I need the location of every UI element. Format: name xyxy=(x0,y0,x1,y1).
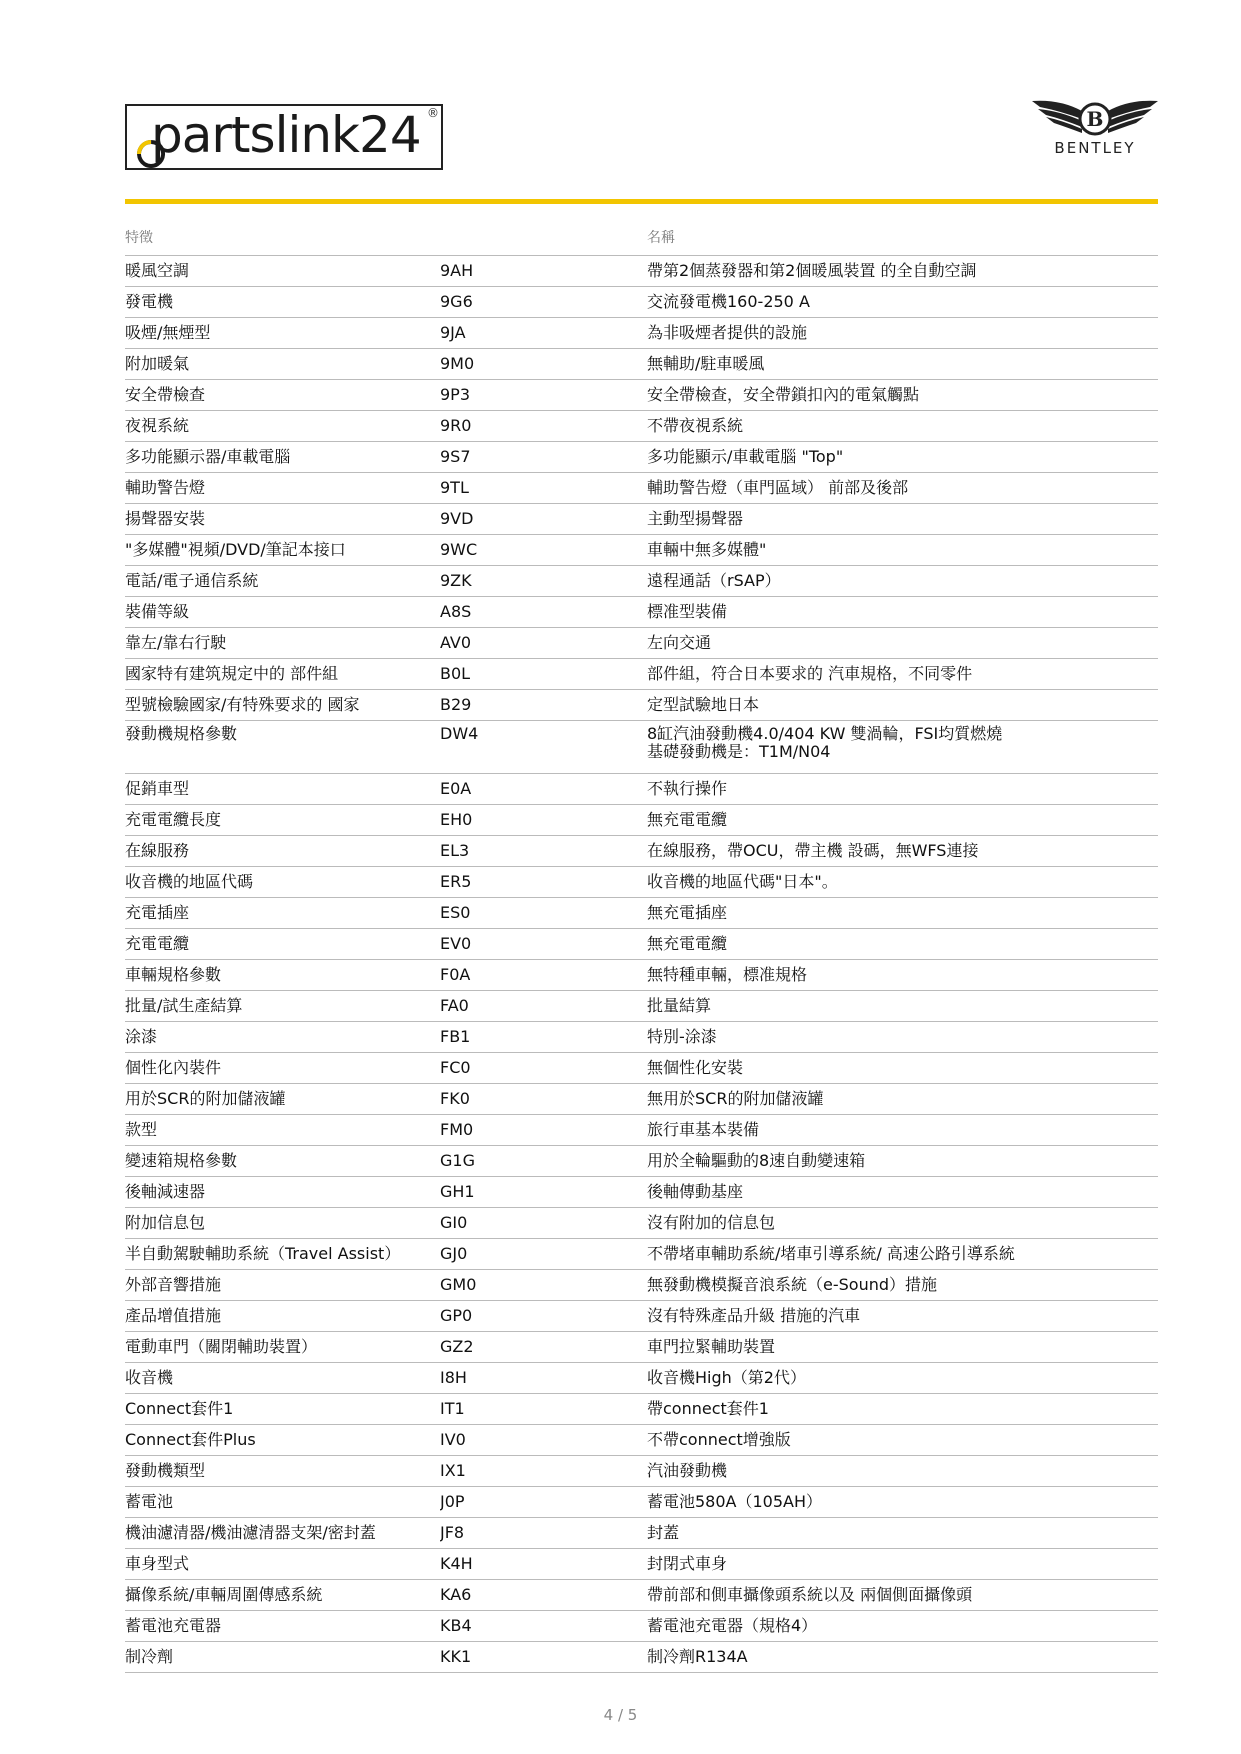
name-cell: 封閉式車身 xyxy=(647,1549,1158,1580)
partslink24-logo xyxy=(125,104,443,170)
code-cell: F0A xyxy=(440,960,647,991)
code-cell: ES0 xyxy=(440,898,647,929)
brand-badge-letter: B xyxy=(1086,107,1104,131)
feature-cell: 制冷劑 xyxy=(125,1642,440,1673)
name-cell: 後軸傳動基座 xyxy=(647,1177,1158,1208)
code-cell: GI0 xyxy=(440,1208,647,1239)
name-cell: 沒有附加的信息包 xyxy=(647,1208,1158,1239)
name-cell: 蓄電池580A（105AH） xyxy=(647,1487,1158,1518)
feature-cell: 機油濾清器/機油濾清器支架/密封蓋 xyxy=(125,1518,440,1549)
code-cell: 9VD xyxy=(440,504,647,535)
name-cell: 用於全輪驅動的8速自動變速箱 xyxy=(647,1146,1158,1177)
header-feature: 特徵 xyxy=(125,222,440,256)
feature-cell: 型號檢驗國家/有特殊要求的 國家 xyxy=(125,690,440,721)
feature-cell: 電動車門（關閉輔助裝置） xyxy=(125,1332,440,1363)
feature-cell: 蓄電池 xyxy=(125,1487,440,1518)
name-cell: 制冷劑R134A xyxy=(647,1642,1158,1673)
code-cell: 9ZK xyxy=(440,566,647,597)
name-cell: 多功能顯示/車載電腦 "Top" xyxy=(647,442,1158,473)
code-cell: E0A xyxy=(440,774,647,805)
code-cell: FB1 xyxy=(440,1022,647,1053)
feature-cell: 裝備等級 xyxy=(125,597,440,628)
feature-cell: 國家特有建筑規定中的 部件組 xyxy=(125,659,440,690)
name-cell: 不帶夜視系統 xyxy=(647,411,1158,442)
name-cell: 車門拉緊輔助裝置 xyxy=(647,1332,1158,1363)
code-cell: EL3 xyxy=(440,836,647,867)
table-row xyxy=(125,774,1158,805)
name-cell: 輔助警告燈（車門區域） 前部及後部 xyxy=(647,473,1158,504)
name-cell: 車輛中無多媒體" xyxy=(647,535,1158,566)
name-cell: 無用於SCR的附加儲液罐 xyxy=(647,1084,1158,1115)
name-cell: 旅行車基本裝備 xyxy=(647,1115,1158,1146)
feature-cell: 在線服務 xyxy=(125,836,440,867)
feature-cell: 收音機 xyxy=(125,1363,440,1394)
name-cell: 無充電電纜 xyxy=(647,929,1158,960)
table-row xyxy=(125,1115,1158,1146)
feature-cell: Connect套件1 xyxy=(125,1394,440,1425)
name-cell: 帶前部和側車攝像頭系統以及 兩個側面攝像頭 xyxy=(647,1580,1158,1611)
name-cell: 汽油發動機 xyxy=(647,1456,1158,1487)
feature-cell: 車輛規格參數 xyxy=(125,960,440,991)
table-row xyxy=(125,836,1158,867)
code-cell: IX1 xyxy=(440,1456,647,1487)
code-cell: K4H xyxy=(440,1549,647,1580)
code-cell: 9WC xyxy=(440,535,647,566)
table-row xyxy=(125,597,1158,628)
table-row xyxy=(125,721,1158,774)
code-cell: FA0 xyxy=(440,991,647,1022)
table-row xyxy=(125,1456,1158,1487)
table-row xyxy=(125,659,1158,690)
name-cell: 8缸汽油發動機4.0/404 KW 雙渦輪，FSI均質燃燒 基礎發動機是：T1M/N04 xyxy=(647,721,1158,774)
table-row xyxy=(125,690,1158,721)
name-cell: 無發動機模擬音浪系統（e-Sound）措施 xyxy=(647,1270,1158,1301)
feature-cell: 暖風空調 xyxy=(125,256,440,287)
name-cell: 部件組，符合日本要求的 汽車規格，不同零件 xyxy=(647,659,1158,690)
name-cell: 遠程通話（rSAP） xyxy=(647,566,1158,597)
code-cell: IV0 xyxy=(440,1425,647,1456)
feature-cell: 電話/電子通信系統 xyxy=(125,566,440,597)
feature-cell: 攝像系統/車輛周圍傳感系統 xyxy=(125,1580,440,1611)
table-row xyxy=(125,473,1158,504)
code-cell: 9AH xyxy=(440,256,647,287)
table-row xyxy=(125,1177,1158,1208)
feature-cell: 用於SCR的附加儲液罐 xyxy=(125,1084,440,1115)
name-cell: 封蓋 xyxy=(647,1518,1158,1549)
feature-cell: 安全帶檢查 xyxy=(125,380,440,411)
feature-cell: 半自動駕駛輔助系統（Travel Assist） xyxy=(125,1239,440,1270)
feature-cell: 吸煙/無煙型 xyxy=(125,318,440,349)
table-row xyxy=(125,1580,1158,1611)
code-cell: GJ0 xyxy=(440,1239,647,1270)
table-row xyxy=(125,1425,1158,1456)
code-cell: J0P xyxy=(440,1487,647,1518)
feature-cell: 款型 xyxy=(125,1115,440,1146)
name-cell: 無輔助/駐車暖風 xyxy=(647,349,1158,380)
feature-cell: 個性化內裝件 xyxy=(125,1053,440,1084)
table-row xyxy=(125,1394,1158,1425)
feature-cell: 充電插座 xyxy=(125,898,440,929)
table-row xyxy=(125,1332,1158,1363)
name-cell: 不帶堵車輔助系統/堵車引導系統/ 高速公路引導系統 xyxy=(647,1239,1158,1270)
table-row xyxy=(125,628,1158,659)
name-cell: 不帶connect增強版 xyxy=(647,1425,1158,1456)
table-row xyxy=(125,867,1158,898)
feature-cell: 外部音響措施 xyxy=(125,1270,440,1301)
feature-cell: 夜視系統 xyxy=(125,411,440,442)
table-row xyxy=(125,535,1158,566)
feature-cell: 輔助警告燈 xyxy=(125,473,440,504)
logo-text: partslink24 xyxy=(151,106,421,164)
code-cell: I8H xyxy=(440,1363,647,1394)
table-row xyxy=(125,1301,1158,1332)
feature-cell: 充電電纜長度 xyxy=(125,805,440,836)
feature-cell: 蓄電池充電器 xyxy=(125,1611,440,1642)
code-cell: ER5 xyxy=(440,867,647,898)
code-cell: GM0 xyxy=(440,1270,647,1301)
name-cell: 收音機的地區代碼"日本"。 xyxy=(647,867,1158,898)
table-row xyxy=(125,1642,1158,1673)
table-row xyxy=(125,1487,1158,1518)
name-cell: 定型試驗地日本 xyxy=(647,690,1158,721)
code-cell: A8S xyxy=(440,597,647,628)
feature-cell: 附加暖氣 xyxy=(125,349,440,380)
feature-cell: 涂漆 xyxy=(125,1022,440,1053)
code-cell: KB4 xyxy=(440,1611,647,1642)
feature-cell: 促銷車型 xyxy=(125,774,440,805)
name-cell: 批量結算 xyxy=(647,991,1158,1022)
feature-cell: 發動機類型 xyxy=(125,1456,440,1487)
name-cell: 在線服務，帶OCU，帶主機 設碼，無WFS連接 xyxy=(647,836,1158,867)
table-row xyxy=(125,929,1158,960)
name-cell: 收音機High（第2代） xyxy=(647,1363,1158,1394)
table-row xyxy=(125,1053,1158,1084)
code-cell: EV0 xyxy=(440,929,647,960)
feature-cell: 揚聲器安裝 xyxy=(125,504,440,535)
name-cell: 左向交通 xyxy=(647,628,1158,659)
table-row xyxy=(125,442,1158,473)
logo-registered-mark: ® xyxy=(427,106,439,120)
code-cell: 9M0 xyxy=(440,349,647,380)
header-name: 名稱 xyxy=(647,222,1158,256)
brand-name: BENTLEY xyxy=(1054,139,1136,157)
code-cell: KA6 xyxy=(440,1580,647,1611)
table-row xyxy=(125,349,1158,380)
table-row xyxy=(125,1363,1158,1394)
code-cell: 9R0 xyxy=(440,411,647,442)
table-row xyxy=(125,960,1158,991)
feature-cell: 批量/試生產結算 xyxy=(125,991,440,1022)
code-cell: DW4 xyxy=(440,721,647,774)
table-row xyxy=(125,805,1158,836)
feature-cell: 車身型式 xyxy=(125,1549,440,1580)
feature-cell: 產品增值措施 xyxy=(125,1301,440,1332)
feature-cell: 附加信息包 xyxy=(125,1208,440,1239)
feature-cell: 充電電纜 xyxy=(125,929,440,960)
name-cell: 為非吸煙者提供的設施 xyxy=(647,318,1158,349)
table-row xyxy=(125,991,1158,1022)
code-cell: FC0 xyxy=(440,1053,647,1084)
code-cell: GP0 xyxy=(440,1301,647,1332)
table-row xyxy=(125,1270,1158,1301)
table-row xyxy=(125,1084,1158,1115)
feature-cell: 後軸減速器 xyxy=(125,1177,440,1208)
table-header-row xyxy=(125,222,1158,256)
code-cell: GH1 xyxy=(440,1177,647,1208)
header-code xyxy=(440,222,647,256)
table-row xyxy=(125,318,1158,349)
code-cell: B29 xyxy=(440,690,647,721)
code-cell: 9G6 xyxy=(440,287,647,318)
name-cell: 安全帶檢查，安全帶鎖扣內的電氣觸點 xyxy=(647,380,1158,411)
feature-cell: 發動機規格參數 xyxy=(125,721,440,774)
table-row xyxy=(125,411,1158,442)
feature-cell: 收音機的地區代碼 xyxy=(125,867,440,898)
name-cell: 無個性化安裝 xyxy=(647,1053,1158,1084)
accent-divider xyxy=(125,199,1158,204)
name-cell: 交流發電機160-250 A xyxy=(647,287,1158,318)
page-indicator: 4 / 5 xyxy=(603,1706,638,1724)
table-row xyxy=(125,287,1158,318)
feature-cell: 多功能顯示器/車載電腦 xyxy=(125,442,440,473)
code-cell: 9TL xyxy=(440,473,647,504)
name-cell: 帶第2個蒸發器和第2個暖風裝置 的全自動空調 xyxy=(647,256,1158,287)
name-cell: 無充電插座 xyxy=(647,898,1158,929)
name-cell: 帶connect套件1 xyxy=(647,1394,1158,1425)
feature-cell: "多媒體"視頻/DVD/筆記本接口 xyxy=(125,535,440,566)
code-cell: FM0 xyxy=(440,1115,647,1146)
code-cell: G1G xyxy=(440,1146,647,1177)
table-row xyxy=(125,1611,1158,1642)
code-cell: B0L xyxy=(440,659,647,690)
feature-cell: Connect套件Plus xyxy=(125,1425,440,1456)
table-row xyxy=(125,1146,1158,1177)
code-cell: JF8 xyxy=(440,1518,647,1549)
code-cell: GZ2 xyxy=(440,1332,647,1363)
name-cell: 主動型揚聲器 xyxy=(647,504,1158,535)
table-row xyxy=(125,1549,1158,1580)
code-cell: IT1 xyxy=(440,1394,647,1425)
name-cell: 無特種車輛，標准規格 xyxy=(647,960,1158,991)
name-cell: 標准型裝備 xyxy=(647,597,1158,628)
feature-cell: 發電機 xyxy=(125,287,440,318)
table-row xyxy=(125,1239,1158,1270)
table-row xyxy=(125,1208,1158,1239)
code-cell: AV0 xyxy=(440,628,647,659)
table-row xyxy=(125,566,1158,597)
code-cell: FK0 xyxy=(440,1084,647,1115)
name-cell: 不執行操作 xyxy=(647,774,1158,805)
feature-cell: 變速箱規格參數 xyxy=(125,1146,440,1177)
name-cell: 沒有特殊產品升級 措施的汽車 xyxy=(647,1301,1158,1332)
code-cell: EH0 xyxy=(440,805,647,836)
code-cell: KK1 xyxy=(440,1642,647,1673)
table-row xyxy=(125,504,1158,535)
name-cell: 特別-涂漆 xyxy=(647,1022,1158,1053)
code-cell: 9P3 xyxy=(440,380,647,411)
feature-cell: 靠左/靠右行駛 xyxy=(125,628,440,659)
name-cell: 無充電電纜 xyxy=(647,805,1158,836)
table-row xyxy=(125,898,1158,929)
name-cell: 蓄電池充電器（規格4） xyxy=(647,1611,1158,1642)
table-row xyxy=(125,380,1158,411)
table-row xyxy=(125,1518,1158,1549)
table-row xyxy=(125,1022,1158,1053)
table-row xyxy=(125,256,1158,287)
code-cell: 9S7 xyxy=(440,442,647,473)
code-cell: 9JA xyxy=(440,318,647,349)
equipment-table xyxy=(125,222,1158,1673)
